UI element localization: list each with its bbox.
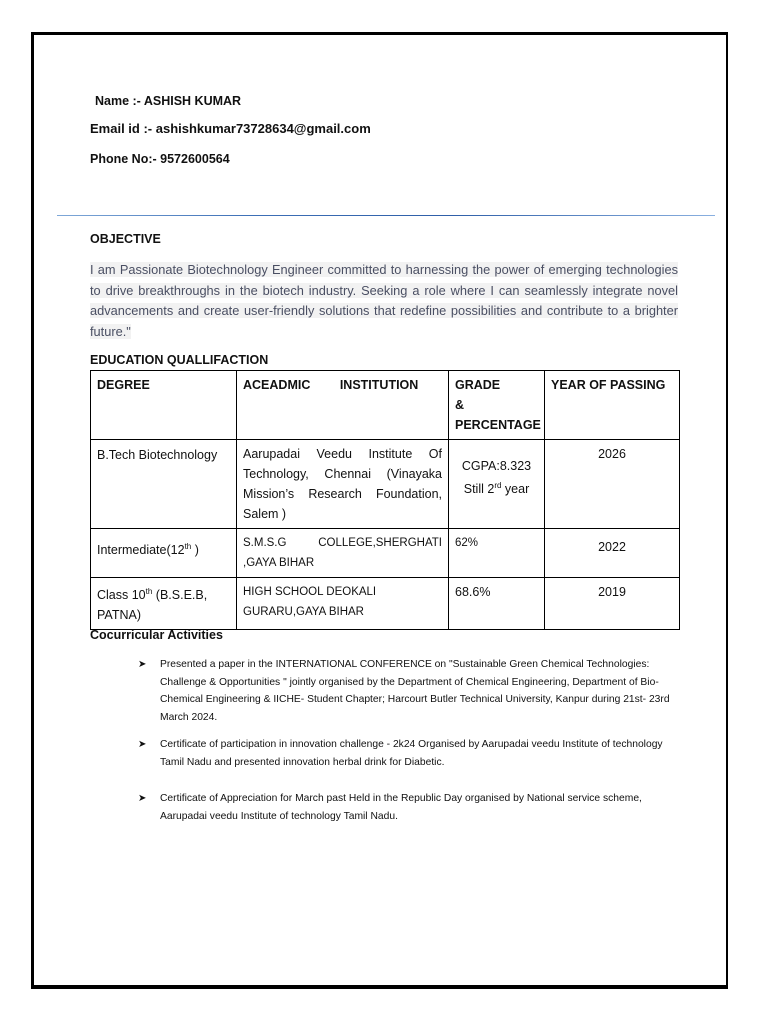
email-label: Email id :- (90, 121, 153, 136)
education-table (90, 370, 680, 630)
row2-institution: S.M.S.G COLLEGE,SHERGHATI ,GAYA BIHAR (237, 529, 449, 578)
objective-paragraph: I am Passionate Biotechnology Engineer committed to harnessing the power of emerging technologies to drive breakthroughs in the biotech industry. Seeking a role where I can seamlessly integrate novel advancements and create user-friendly solutions that redefine possibilities and contribute to a brighter future." (90, 262, 678, 339)
email-value: ashishkumar73728634@gmail.com (155, 121, 371, 136)
row2-degree-b: ) (191, 543, 199, 558)
row3-degree-b: (B.S.E.B, PATNA) (97, 588, 208, 623)
list-item (138, 656, 673, 726)
row3-degree-sup: th (145, 587, 153, 596)
email-line (90, 121, 371, 136)
row2-degree-a: Intermediate(12 (97, 543, 185, 558)
row3-degree (91, 578, 237, 630)
activity-text: Presented a paper in the INTERNATIONAL CONFERENCE on "Sustainable Green Chemical Technologies: Challenge & Opportunities " jointly organised by the Department of Chemical Engineering, Department of Bio-Chemical Engineering & IICHE- Student Chapter; Harcourt Butler Technical University, Kanpur during 21st- 23rd March 2024. (160, 659, 670, 723)
arrowhead-bullet-icon: ➤ (138, 739, 147, 750)
header-grade-text: GRADE & PERCENTAGE (455, 378, 541, 432)
row1-institution: Aarupadai Veedu Institute Of Technology, Chennai (Vinayaka Mission’s Research Foundation, Salem ) (237, 440, 449, 529)
header-institution-text: ACEADMIC INSTITUTION (243, 378, 419, 392)
list-item (138, 790, 673, 825)
horizontal-divider (57, 215, 715, 216)
row1-grade-status-sup: rd (494, 481, 502, 490)
table-row (91, 529, 680, 578)
phone-value: 9572600564 (160, 152, 230, 166)
arrowhead-bullet-icon: ➤ (138, 659, 147, 670)
row3-grade: 68.6% (449, 578, 545, 630)
list-item (138, 736, 673, 771)
row2-year: 2022 (545, 529, 680, 578)
row1-degree: B.Tech Biotechnology (91, 440, 237, 529)
row3-year: 2019 (545, 578, 680, 630)
activity-text: Certificate of participation in innovation challenge - 2k24 Organised by Aarupadai veedu Institute of technology Tamil Nadu and presented innovation herbal drink for Diabetic. (160, 739, 663, 768)
row1-grade-status-a: Still 2 (463, 482, 495, 497)
header-grade (449, 371, 545, 440)
row2-grade: 62% (449, 529, 545, 578)
table-row (91, 440, 680, 529)
activities-list (138, 656, 673, 825)
row1-grade-status-b: year (501, 482, 530, 497)
objective-text (90, 260, 678, 342)
activities-heading: Cocurricular Activities (90, 628, 223, 642)
arrowhead-bullet-icon: ➤ (138, 793, 147, 804)
row3-degree-a: Class 10 (97, 588, 146, 603)
header-degree: DEGREE (91, 371, 237, 440)
row1-year: 2026 (545, 440, 680, 529)
name-line (95, 94, 241, 108)
education-heading: EDUCATION QUALLIFACTION (90, 353, 269, 367)
table-row (91, 578, 680, 630)
phone-label: Phone No:- (90, 152, 157, 166)
header-institution (237, 371, 449, 440)
activity-text: Certificate of Appreciation for March past Held in the Republic Day organised by National service scheme, Aarupadai veedu Institute of technology Tamil Nadu. (160, 793, 642, 822)
row1-grade-status (455, 476, 538, 499)
row1-grade-cgpa: CGPA:8.323 (461, 459, 532, 473)
name-value: ASHISH KUMAR (143, 94, 242, 108)
row3-institution: HIGH SCHOOL DEOKALI GURARU,GAYA BIHAR (237, 578, 449, 630)
header-year: YEAR OF PASSING (545, 371, 680, 440)
name-label: Name :- (95, 94, 141, 108)
row2-degree (91, 529, 237, 578)
table-header-row (91, 371, 680, 440)
objective-heading: OBJECTIVE (90, 232, 161, 246)
row2-degree-sup: th (184, 542, 192, 551)
row1-grade (449, 440, 545, 529)
phone-line (90, 152, 230, 166)
